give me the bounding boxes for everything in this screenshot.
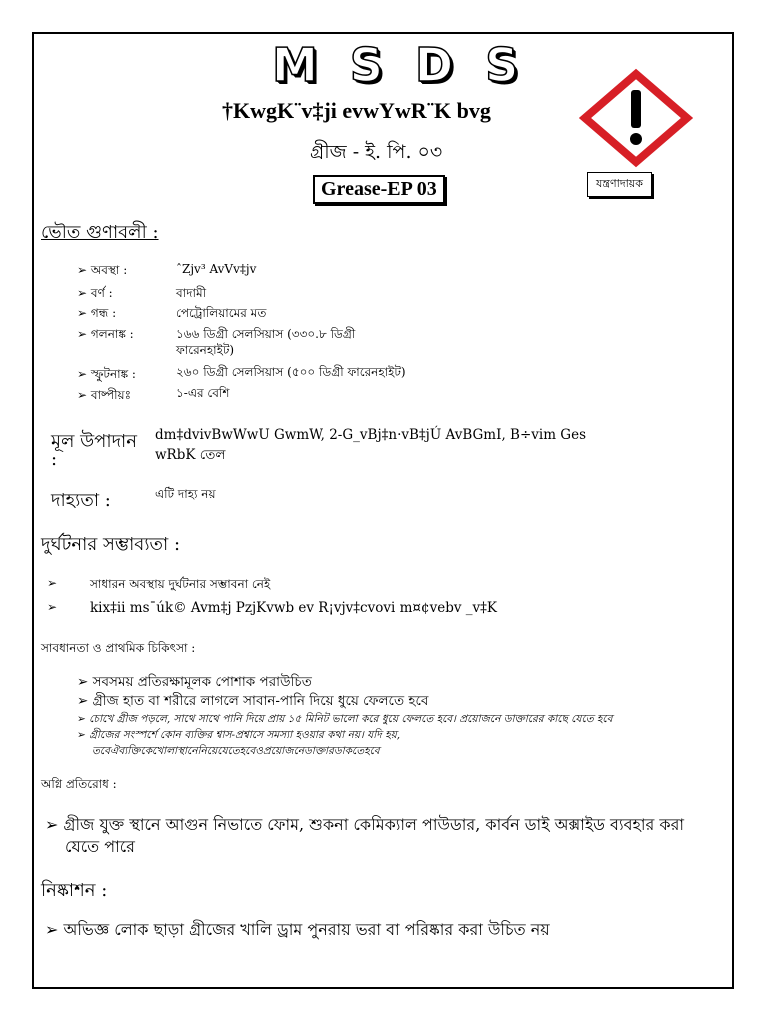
property-label: অবস্থা : [90,263,128,277]
arrow-bullet-icon: ➢ [77,713,86,725]
disposal-item: ➢ অভিজ্ঞ লোক ছাড়া গ্রীজের খালি ড্রাম পুনরায় ভরা বা পরিষ্কার করা উচিত নয় [45,920,550,939]
property-row [77,387,131,407]
property-value: ২৬০ ডিগ্রী সেলসিয়াস (৫০০ ডিগ্রী ফারেনহাইট) [176,365,406,379]
property-row [77,262,127,282]
ingredients-line-2: wRbK তেল [155,447,226,463]
accident-heading: দুর্ঘটনার সম্ভাব্যতা : [41,534,181,555]
arrow-bullet-icon: ➢ [47,576,58,590]
arrow-bullet-icon: ➢ [45,920,59,939]
arrow-bullet-icon: ➢ [77,367,88,381]
arrow-bullet-icon: ➢ [45,815,59,834]
property-label: গলনাঙ্ক : [90,327,134,341]
fire-heading: অগ্নি প্রতিরোধ : [41,777,117,791]
accident-item [47,600,57,614]
ingredients-heading: মূল উপাদান [51,431,138,452]
property-label: গন্ধ : [90,306,117,320]
first-aid-item: ➢ চোখে গ্রীজ পড়লে, সাথে সাথে পানি দিয়ে প্রায় ১৫ মিনিট ভালো করে ধুয়ে ফেলতে হবে। প্রয়োজনে ডাক্তারের কাছে যেতে হবে [77,713,613,725]
arrow-bullet-icon: ➢ [77,327,88,341]
ingredients-line-1: dm‡dvivBwWwU GwmW, 2-G_vBj‡n·vB‡jÚ AvBGmI, B÷vim Ges [155,427,586,443]
property-value: ˆZjv³ AvVv‡jv [176,262,257,276]
property-row [77,326,134,346]
property-label: বর্ণ : [90,286,113,300]
arrow-bullet-icon: ➢ [77,693,89,709]
arrow-bullet-icon: ➢ [77,286,88,300]
accident-item-text: সাধারন অবস্থায় দুর্ঘটনার সম্ভাবনা নেই [90,577,271,591]
arrow-bullet-icon: ➢ [77,674,89,690]
product-name-box: Grease-EP 03 [313,175,445,204]
property-value: ১-এর বেশি [176,386,230,400]
property-value: পেট্রোলিয়ামের মত [176,306,267,320]
arrow-bullet-icon: ➢ [77,388,88,402]
property-row [77,305,116,325]
fire-item-cont: যেতে পারে [65,837,135,856]
accident-item [47,576,57,590]
flammability-heading: দাহ্যতা : [51,490,111,511]
ingredients-colon: : [51,449,58,470]
fire-item: ➢ গ্রীজ যুক্ত স্থানে আগুন নিভাতে ফোম, শুকনা কেমিক্যাল পাউডার, কার্বন ডাই অক্সাইড ব্যবহার করা [45,815,685,834]
physical-properties-heading: ভৌত গুণাবলী : [41,222,159,243]
property-value: বাদামী [176,286,207,300]
property-label: বাষ্পীয়ঃ [90,388,132,402]
hazard-label: যন্ত্রণাদায়ক [587,172,652,197]
first-aid-heading: সাবধানতা ও প্রাথমিক চিকিৎসা : [41,641,196,655]
arrow-bullet-icon: ➢ [77,306,88,320]
property-row [77,366,136,386]
first-aid-item: ➢ গ্রীজের সংস্পর্শে কোন ব্যক্তির শ্বাস-প্রশ্বাসে সমস্যা হওয়ার কথা নয়। যদি হয়, [77,729,401,741]
arrow-bullet-icon: ➢ [47,600,58,614]
first-aid-item: ➢ গ্রীজ হাত বা শরীরে লাগলে সাবান-পানি দিয়ে ধুয়ে ফেলতে হবে [77,693,429,709]
disposal-heading: নিষ্কাশন : [41,880,108,901]
flammability-value: এটি দাহ্য নয় [155,487,216,501]
arrow-bullet-icon: ➢ [77,729,86,741]
accident-item-text: kix‡ii ms¯úk© Avm‡j PzjKvwb ev R¡vjv‡cvovi m¤¢vebv _v‡K [90,600,497,616]
product-name-bangla: গ্রীজ - ই. পি. ০৩ [310,141,443,163]
arrow-bullet-icon: ➢ [77,263,88,277]
property-value: ১৬৬ ডিগ্রী সেলসিয়াস (৩৩০.৮ ডিগ্রী [176,327,356,341]
msds-title: M S D S [272,38,527,92]
commercial-name-heading: †KwgK¨v‡ji evwYwR¨K bvg [222,98,491,123]
property-row [77,285,113,305]
property-label: স্ফুটনাঙ্ক : [90,367,136,381]
hazard-exclamation-icon [579,68,693,168]
first-aid-item: ➢ সবসময় প্রতিরক্ষামূলক পোশাক পরাউচিত [77,674,312,690]
property-value-cont: ফারেনহাইট) [176,343,235,357]
first-aid-item-cont: তবেঐব্যক্তিকেখোলাস্থানেনিয়েযেতেহবেওপ্রয়োজনেডাক্তারডাকতেহবে [92,745,380,757]
